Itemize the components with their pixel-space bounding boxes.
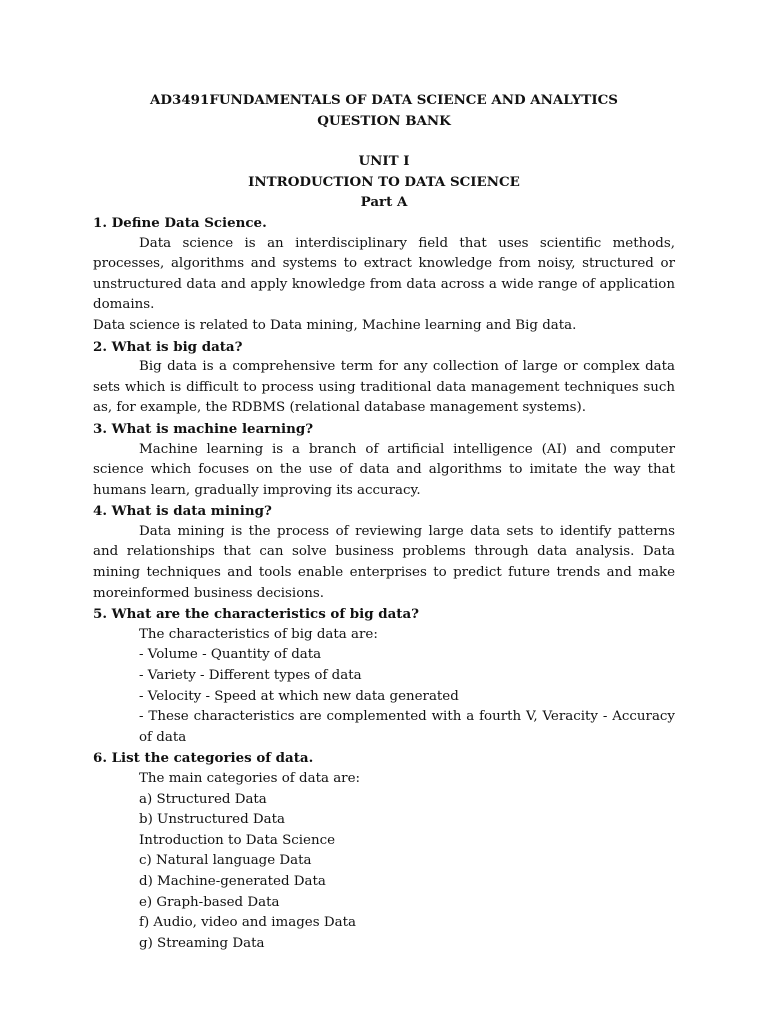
list-item: a) Structured Data (139, 791, 267, 807)
answer-2: Big data is a comprehensive term for any collection of large or complex data sets which is difficult to process using traditional data management techniques such as, for example, the RDBMS (relational database management systems). (93, 359, 675, 416)
question-5: 5. What are the characteristics of big data? (93, 606, 419, 623)
list-item: b) Unstructured Data (139, 812, 285, 828)
list-item: Introduction to Data Science (139, 832, 336, 848)
answer-6-intro: The main categories of data are: (139, 771, 361, 786)
document-page (93, 86, 675, 954)
answer-1-note: Data science is related to Data mining, Machine learning and Big data. (93, 317, 577, 333)
answer-4: Data mining is the process of reviewing large data sets to identify patterns and relationships that can solve business problems through data analysis. Data mining techniques and tools enable enterprises to predict future trends and make moreinformed business decisions. (93, 523, 675, 601)
list-item: g) Streaming Data (139, 935, 265, 951)
list-item: - Volume - Quantity of data (139, 647, 322, 663)
course-title: AD3491FUNDAMENTALS OF DATA SCIENCE AND ANALYTICS (150, 92, 618, 108)
question-1: 1. Define Data Science. (93, 214, 267, 231)
answer-3: Machine learning is a branch of artificial intelligence (AI) and computer science which focuses on the use of data and algorithms to imitate the way that humans learn, gradually improving its accuracy. (93, 441, 675, 498)
list-item: f) Audio, video and images Data (139, 915, 356, 931)
question-4: 4. What is data mining? (93, 503, 272, 520)
list-item: - Variety - Different types of data (139, 668, 362, 684)
question-6: 6. List the categories of data. (93, 750, 314, 767)
question-2: 2. What is big data? (93, 338, 243, 355)
list-item: - These characteristics are complemented with a fourth V, Veracity - Accuracy of data (139, 709, 675, 745)
doc-type-title: QUESTION BANK (317, 112, 451, 129)
answer-5-intro: The characteristics of big data are: (139, 626, 378, 642)
question-3: 3. What is machine learning? (93, 420, 314, 437)
part-heading: Part A (360, 194, 408, 211)
answer-1: Data science is an interdisciplinary field that uses scientific methods, processes, algorithms and systems to extract knowledge from noisy, structured or unstructured data and apply knowledge from data across a wide range of application domains. (93, 235, 675, 313)
list-item: d) Machine-generated Data (139, 873, 326, 889)
unit-title: INTRODUCTION TO DATA SCIENCE (248, 173, 520, 190)
unit-heading: UNIT I (358, 153, 410, 170)
list-item: - Velocity - Speed at which new data generated (139, 688, 459, 704)
list-item: e) Graph-based Data (139, 894, 280, 910)
list-item: c) Natural language Data (139, 853, 312, 869)
